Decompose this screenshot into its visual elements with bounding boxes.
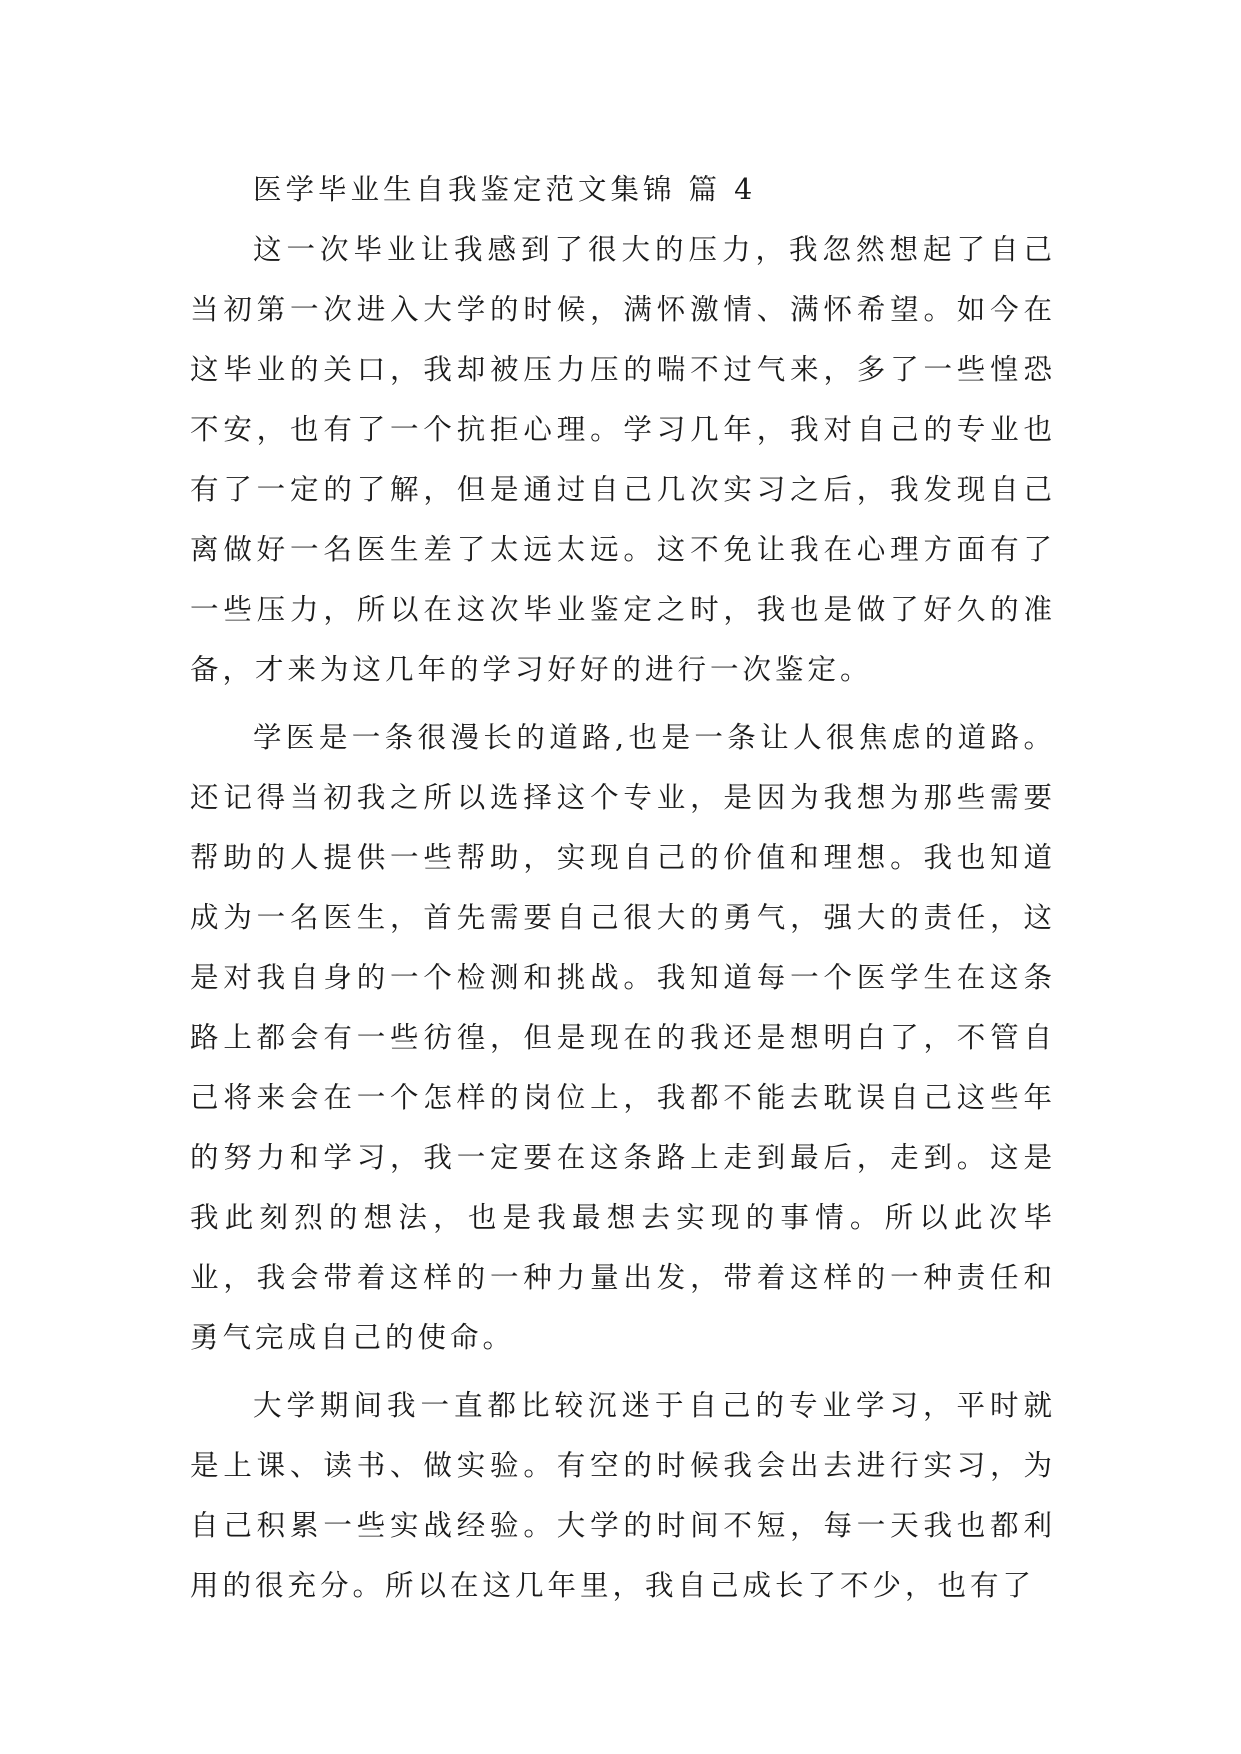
paragraph: 学医是一条很漫长的道路,也是一条让人很焦虑的道路。还记得当初我之所以选择这个专业，是因为我想为那些需要帮助的人提供一些帮助，实现自己的价值和理想。我也知道成为一名医生，首先需要自己很大的勇气，强大的责任，这是对我自身的一个检测和挑战。我知道每一个医学生在这条路上都会有一些彷徨，但是现在的我还是想明白了，不管自己将来会在一个怎样的岗位上，我都不能去耽误自己这些年的努力和学习，我一定要在这条路上走到最后，走到。这是我此刻烈的想法，也是我最想去实现的事情。所以此次毕业，我会带着这样的一种力量出发，带着这样的一种责任和勇气完成自己的使命。 [190, 721, 1056, 1354]
document-title: 医学毕业生自我鉴定范文集锦 篇 4 [253, 173, 757, 206]
paragraph: 大学期间我一直都比较沉迷于自己的专业学习，平时就是上课、读书、做实验。有空的时候我会出去进行实习，为自己积累一些实战经验。大学的时间不短，每一天我也都利用的很充分。所以在这几年里，我自己成长了不少，也有了 [190, 1389, 1056, 1602]
paragraph: 这一次毕业让我感到了很大的压力，我忽然想起了自己当初第一次进入大学的时候，满怀激情、满怀希望。如今在这毕业的关口，我却被压力压的喘不过气来，多了一些惶恐不安，也有了一个抗拒心理。学习几年，我对自己的专业也有了一定的了解，但是通过自己几次实习之后，我发现自己离做好一名医生差了太远太远。这不免让我在心理方面有了一些压力，所以在这次毕业鉴定之时，我也是做了好久的准备，才来为这几年的学习好好的进行一次鉴定。 [190, 233, 1056, 686]
document-body [190, 160, 1056, 1616]
